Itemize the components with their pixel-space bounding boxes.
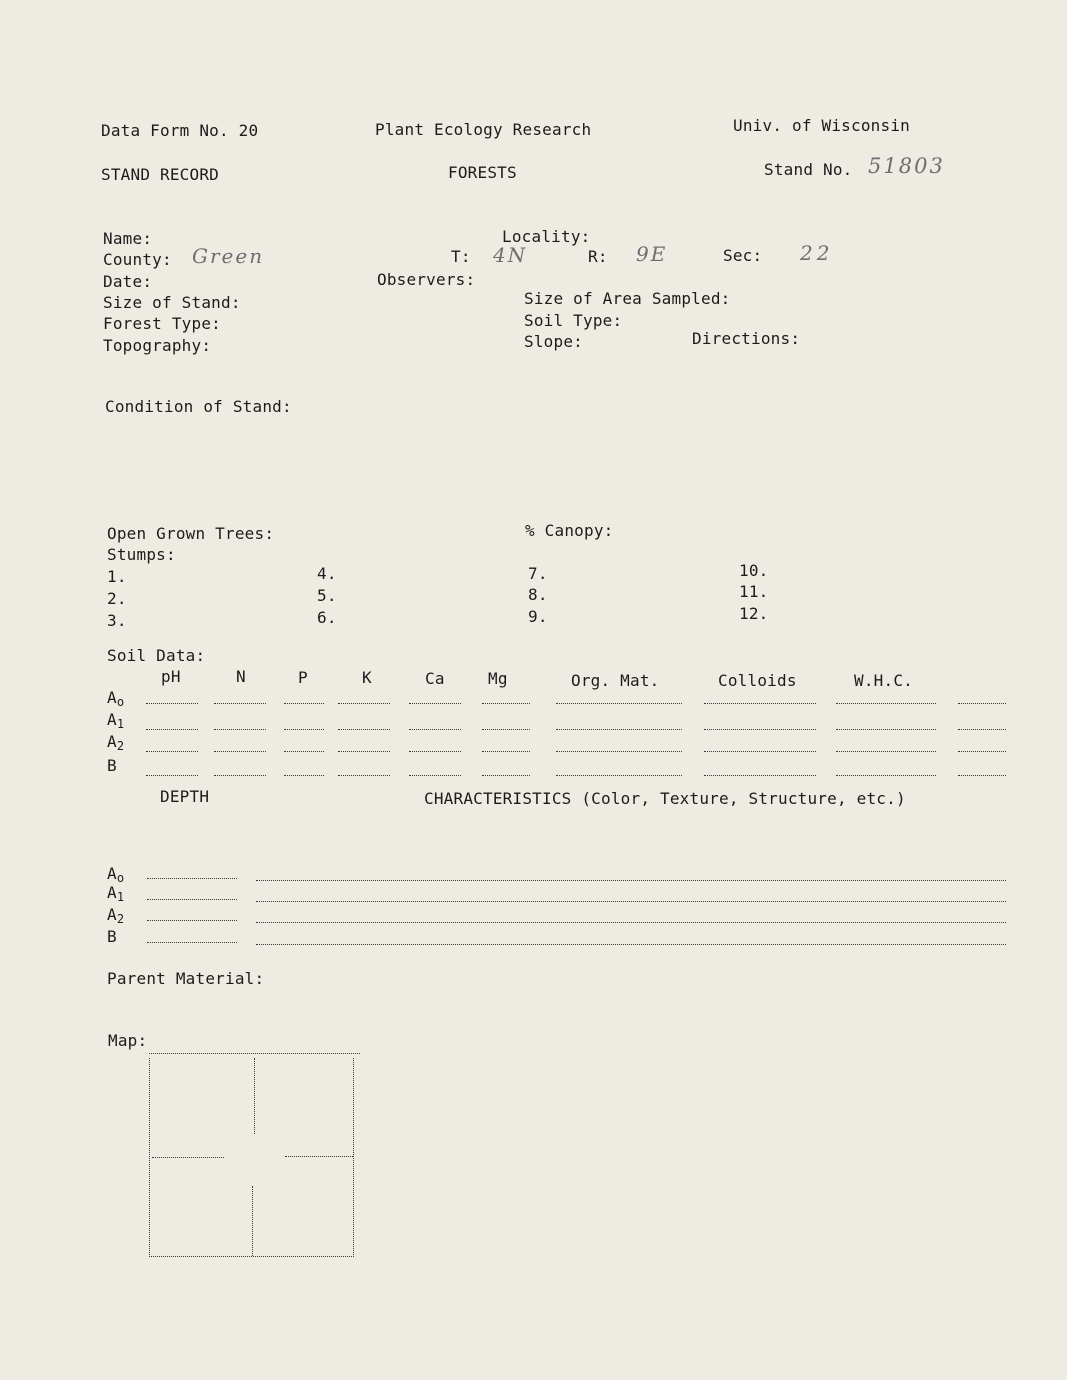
map-left-line <box>149 1058 150 1257</box>
slope-label: Slope: <box>524 332 583 351</box>
parent-material-label: Parent Material: <box>107 969 265 988</box>
stump-number: 6. <box>317 608 337 627</box>
county-label: County: <box>103 250 172 269</box>
soil-cell-line <box>482 703 530 704</box>
soil-col-header: Ca <box>425 669 445 688</box>
soil-cell-line <box>704 703 816 704</box>
soil-cell-line <box>836 751 936 752</box>
map-center-bottom-line <box>252 1186 253 1256</box>
horizon-label: B <box>107 756 117 775</box>
stump-number: 1. <box>107 567 127 586</box>
map-center-left-line <box>152 1157 224 1158</box>
stump-number: 2. <box>107 589 127 608</box>
stump-number: 8. <box>528 585 548 604</box>
characteristics-line <box>256 944 1006 945</box>
condition-label: Condition of Stand: <box>105 397 292 416</box>
soil-cell-line <box>958 751 1006 752</box>
horizon-label: B <box>107 927 117 946</box>
soil-cell-line <box>338 775 390 776</box>
horizon-label: Ao <box>107 864 125 885</box>
map-center-right-line <box>285 1156 353 1157</box>
soil-col-header: W.H.C. <box>854 671 913 690</box>
soil-cell-line <box>284 703 324 704</box>
soil-cell-line <box>836 775 936 776</box>
soil-cell-line <box>958 775 1006 776</box>
forests-title: FORESTS <box>448 163 517 182</box>
stump-number: 10. <box>739 561 769 580</box>
stump-number: 7. <box>528 564 548 583</box>
map-top-line <box>149 1053 360 1054</box>
soil-cell-line <box>704 751 816 752</box>
soil-cell-line <box>214 751 266 752</box>
map-label: Map: <box>108 1031 148 1050</box>
soil-cell-line <box>338 729 390 730</box>
soil-cell-line <box>284 729 324 730</box>
stump-number: 11. <box>739 582 769 601</box>
soil-cell-line <box>284 751 324 752</box>
stump-number: 4. <box>317 564 337 583</box>
horizon-label: A1 <box>107 883 125 904</box>
stand-no-value: 51803 <box>868 154 945 178</box>
stand-record-title: STAND RECORD <box>101 165 219 184</box>
map-center-top-line <box>254 1058 255 1134</box>
soil-col-header: K <box>362 668 372 687</box>
soil-col-header: Mg <box>488 669 508 688</box>
topography-label: Topography: <box>103 336 212 355</box>
characteristics-line <box>256 901 1006 902</box>
soil-cell-line <box>214 729 266 730</box>
soil-col-header: N <box>236 667 246 686</box>
soil-cell-line <box>214 703 266 704</box>
organization: Plant Ecology Research <box>375 120 592 139</box>
open-grown-label: Open Grown Trees: <box>107 524 275 543</box>
soil-cell-line <box>556 751 682 752</box>
stump-number: 5. <box>317 586 337 605</box>
soil-cell-line <box>146 703 198 704</box>
r-value: 9E <box>636 242 668 266</box>
soil-cell-line <box>958 703 1006 704</box>
stand-no-label: Stand No. <box>764 160 853 179</box>
map-bottom-line <box>149 1256 354 1257</box>
soil-cell-line <box>284 775 324 776</box>
soil-col-header: Colloids <box>718 671 797 690</box>
soil-cell-line <box>482 751 530 752</box>
soil-data-label: Soil Data: <box>107 646 206 665</box>
stump-number: 12. <box>739 604 769 623</box>
map-right-line <box>353 1058 354 1257</box>
soil-cell-line <box>836 729 936 730</box>
forest-type-label: Forest Type: <box>103 314 221 333</box>
university: Univ. of Wisconsin <box>733 116 910 135</box>
soil-cell-line <box>958 729 1006 730</box>
depth-line <box>147 899 237 900</box>
t-label: T: <box>451 247 471 266</box>
depth-line <box>147 942 237 943</box>
soil-cell-line <box>704 729 816 730</box>
canopy-label: % Canopy: <box>525 521 614 540</box>
horizon-label: Ao <box>107 688 125 709</box>
soil-cell-line <box>146 751 198 752</box>
r-label: R: <box>588 247 608 266</box>
soil-col-header: Org. Mat. <box>571 671 660 690</box>
soil-cell-line <box>214 775 266 776</box>
soil-cell-line <box>338 751 390 752</box>
soil-cell-line <box>409 751 461 752</box>
soil-cell-line <box>338 703 390 704</box>
size-of-area-label: Size of Area Sampled: <box>524 289 731 308</box>
soil-cell-line <box>556 775 682 776</box>
characteristics-line <box>256 880 1006 881</box>
soil-col-header: pH <box>161 667 181 686</box>
t-value: 4N <box>493 243 528 267</box>
horizon-label: A2 <box>107 905 125 926</box>
depth-line <box>147 920 237 921</box>
form-number: Data Form No. 20 <box>101 121 259 140</box>
soil-cell-line <box>146 729 198 730</box>
soil-col-header: P <box>298 668 308 687</box>
sec-label: Sec: <box>723 246 763 265</box>
soil-type-label: Soil Type: <box>524 311 623 330</box>
date-label: Date: <box>103 272 153 291</box>
soil-cell-line <box>704 775 816 776</box>
depth-header: DEPTH <box>160 787 210 806</box>
directions-label: Directions: <box>692 329 801 348</box>
soil-cell-line <box>409 703 461 704</box>
horizon-label: A2 <box>107 732 125 753</box>
county-value: Green <box>192 244 265 268</box>
locality-label: Locality: <box>502 227 591 246</box>
stumps-label: Stumps: <box>107 545 176 564</box>
characteristics-header: CHARACTERISTICS (Color, Texture, Structure, etc.) <box>424 789 906 808</box>
soil-cell-line <box>409 729 461 730</box>
name-label: Name: <box>103 229 153 248</box>
size-of-stand-label: Size of Stand: <box>103 293 241 312</box>
soil-cell-line <box>409 775 461 776</box>
soil-cell-line <box>482 729 530 730</box>
characteristics-line <box>256 922 1006 923</box>
observers-label: Observers: <box>377 270 476 289</box>
soil-cell-line <box>146 775 198 776</box>
soil-cell-line <box>556 729 682 730</box>
depth-line <box>147 878 237 879</box>
horizon-label: A1 <box>107 710 125 731</box>
stump-number: 9. <box>528 607 548 626</box>
soil-cell-line <box>482 775 530 776</box>
soil-cell-line <box>836 703 936 704</box>
soil-cell-line <box>556 703 682 704</box>
sec-value: 22 <box>800 241 834 265</box>
stump-number: 3. <box>107 611 127 630</box>
